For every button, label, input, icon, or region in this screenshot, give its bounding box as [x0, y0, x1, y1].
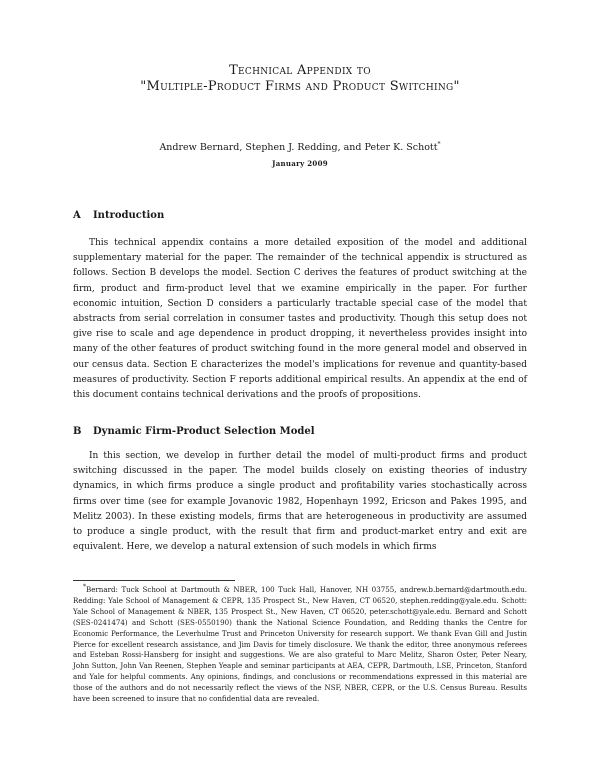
title-line-1: Technical Appendix to — [229, 63, 371, 78]
date: January 2009 — [272, 159, 328, 168]
section-title: Introduction — [93, 210, 165, 221]
title-line-2: "Multiple-Product Firms and Product Switching" — [140, 79, 460, 94]
section-number: A — [73, 210, 81, 221]
section-heading-b — [73, 426, 315, 437]
section-heading-a — [73, 210, 164, 221]
author-footnote-mark: * — [437, 140, 441, 148]
footnote-text: Bernard: Tuck School at Dartmouth & NBER, 100 Tuck Hall, Hanover, NH 03755, andrew.b.bernard@dartmouth.edu. Redding: Yale School of Management & CEPR, 135 Prospect St., New Haven, CT 06520, stephen.redding@yale.edu. Schott: Yale School of Management & NBER, 135 Prospect St., New Haven, CT 06520, peter.schott@yale.edu. Bernard and Schott (SES-0241474) and Schott (SES-0550190) thank the National Science Foundation, and Redding thanks the Centre for Economic Performance, the Leverhulme Trust and Princeton University for research support. We thank Evan Gill and Justin Pierce for excellent research assistance, and Jim Davis for timely disclosure. We thank the editor, three anonymous referees and Esteban Rossi-Hansberg for insight and suggestions. We are also grateful to Marc Melitz, Sharon Oster, Peter Neary, John Sutton, John Van Reenen, Stephen Yeaple and seminar participants at AEA, CEPR, Dartmouth, LSE, Princeton, Stanford and Yale for helpful comments. Any opinions, findings, and conclusions or recommendations expressed in this material are those of the authors and do not necessarily reflect the views of the NSF, NBER, CEPR, or the U.S. Census Bureau. Results have been screened to insure that no confidential data are revealed. — [73, 585, 527, 704]
introduction-paragraph: This technical appendix contains a more detailed exposition of the model and additional supplementary material for the paper. The remainder of the technical appendix is structured as follows. Section B develops the model. Section C derives the features of product switching at the firm, product and firm-product level that we examine empirically in the paper. For further economic intuition, Section D considers a particularly tractable special case of the model that abstracts from serial correlation in consumer tastes and productivity. Though this setup does not give rise to scale and age dependence in product dropping, it nevertheless provides insight into many of the other features of product switching found in the more general model and observed in our census data. Section E characterizes the model's implications for revenue and quantity-based measures of productivity. Section F reports additional empirical results. An appendix at the end of this document contains technical derivations and the proofs of propositions. — [73, 238, 527, 401]
footnote-rule — [73, 580, 235, 581]
section-title: Dynamic Firm-Product Selection Model — [93, 426, 315, 437]
footnote-mark: * — [83, 583, 86, 591]
footnote — [73, 585, 527, 705]
authors — [0, 142, 600, 153]
section-number: B — [73, 426, 82, 437]
model-paragraph: In this section, we develop in further detail the model of multi-product firms and product switching discussed in the paper. The model builds closely on existing theories of industry dynamics, in which firms produce a single product and profitability varies stochastically across firms over time (see for example Jovanovic 1982, Hopenhayn 1992, Ericson and Pakes 1995, and Melitz 2003). In these existing models, firms that are heterogeneous in productivity are assumed to produce a single product, with the result that firm and product-market entry and exit are equivalent. Here, we develop a natural extension of such models in which firms — [73, 451, 527, 553]
author-names: Andrew Bernard, Stephen J. Redding, and Peter K. Schott — [159, 142, 438, 153]
